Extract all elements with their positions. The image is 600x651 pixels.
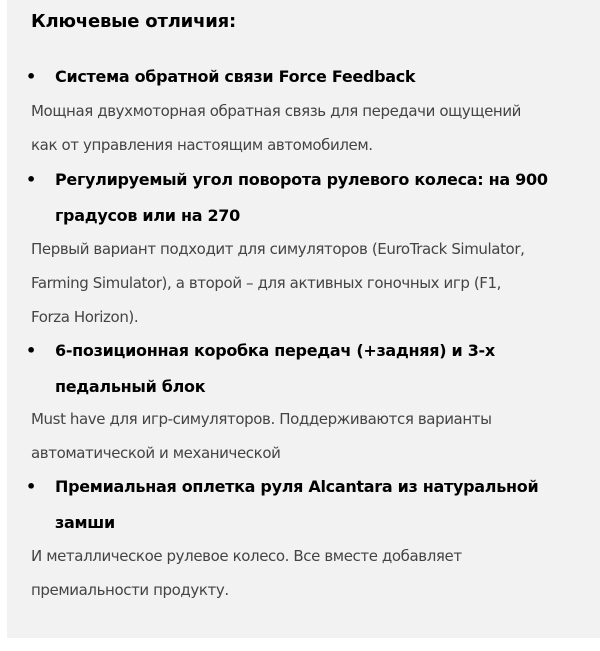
section-heading: Ключевые отличия: xyxy=(31,11,237,32)
feature-title: Премиальная оплетка руля Alcantara из натуральной замши xyxy=(55,477,539,532)
feature-description: Must have для игр-симуляторов. Поддерживаются варианты автоматической и механической xyxy=(31,410,492,462)
bullet-icon: • xyxy=(26,341,37,360)
feature-title: 6-позиционная коробка передач (+задняя) и 3-х педальный блок xyxy=(55,341,495,396)
bullet-icon: • xyxy=(26,170,37,189)
feature-description: Мощная двухмоторная обратная связь для передачи ощущений как от управления настоящим автомобилем. xyxy=(31,102,522,154)
bullet-icon: • xyxy=(26,477,37,496)
feature-description: И металлическое рулевое колесо. Все вместе добавляет премиальности продукту. xyxy=(31,547,462,599)
bullet-icon: • xyxy=(26,67,37,86)
feature-title: Регулируемый угол поворота рулевого колеса: на 900 градусов или на 270 xyxy=(55,170,548,225)
feature-title: Система обратной связи Force Feedback xyxy=(55,67,416,86)
key-differences-panel xyxy=(7,0,600,638)
feature-description: Первый вариант подходит для симуляторов (EuroTrack Simulator, Farming Simulator), а второй – для активных гоночных игр (F1, Forza Horizon). xyxy=(31,240,525,326)
